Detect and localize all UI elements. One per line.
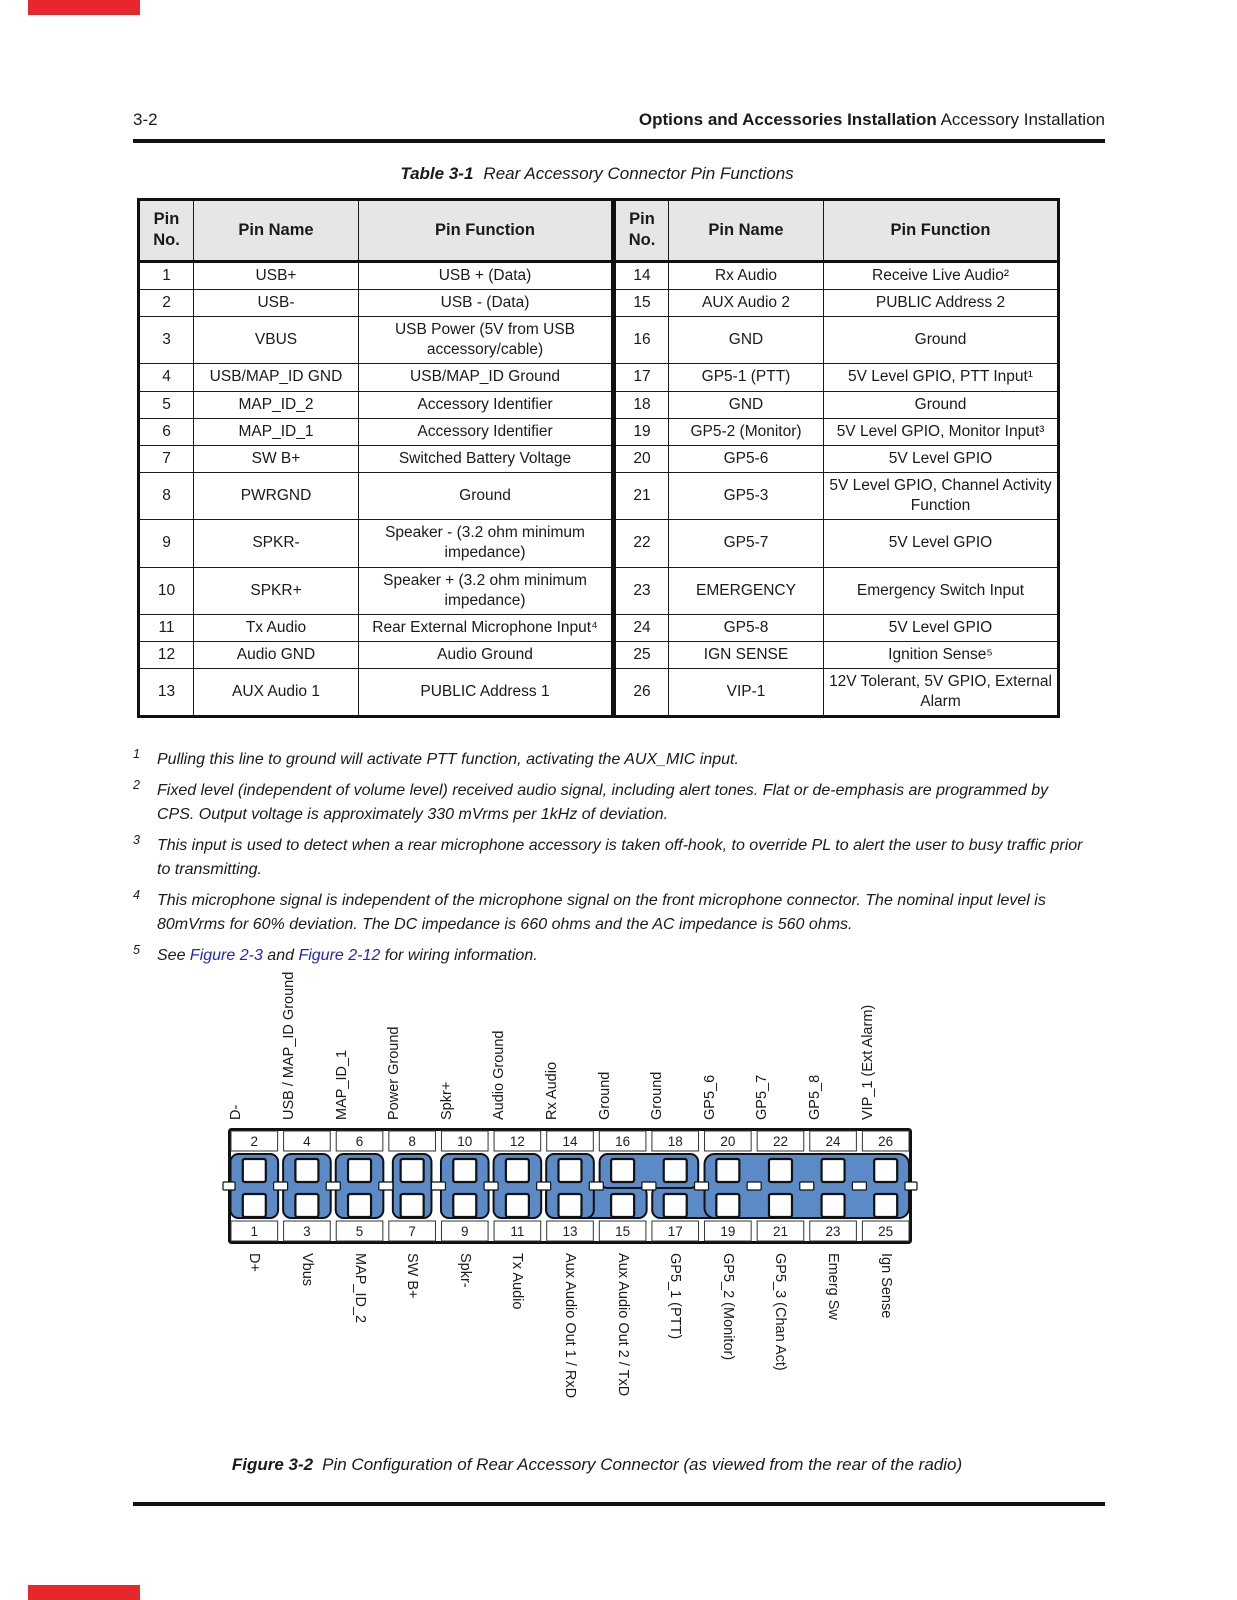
pin-no-cell: 6 [139,418,194,445]
figure-caption-label: Figure 3-2 [231,1455,314,1474]
pin-function-cell: Ground [824,391,1059,418]
pin-hole [243,1194,266,1217]
table-header-cell: Pin Function [359,200,614,262]
bottom-rule [133,1502,1105,1506]
pin-top-label: Rx Audio [544,1061,560,1120]
pin-number-top: 18 [667,1134,683,1149]
running-header-bold: Options and Accessories Installation [638,110,937,129]
pin-no-cell: 4 [139,364,194,391]
pin-function-cell: Ground [359,473,614,520]
notch-tab [326,1182,340,1190]
pin-bottom-label: Vbus [298,1253,315,1287]
notch-tab [274,1182,288,1190]
pin-hole [401,1194,424,1217]
pin-name-cell: AUX Audio 2 [669,290,824,317]
pin-name-cell: USB- [194,290,359,317]
pin-function-cell: Ignition Sense⁵ [824,641,1059,668]
table-header-cell: Pin Name [669,200,824,262]
pin-hole [506,1159,529,1182]
pin-top-label: GP5_6 [701,1074,718,1120]
pin-name-cell: MAP_ID_2 [194,391,359,418]
pin-function-cell: Rear External Microphone Input⁴ [359,614,614,641]
pin-number-bottom: 9 [461,1224,469,1239]
notch-tab [695,1182,709,1190]
pin-name-cell: PWRGND [194,473,359,520]
pin-top-label: Spkr+ [438,1081,455,1120]
pin-function-cell: USB + (Data) [359,261,614,289]
notch-tab [537,1182,551,1190]
pin-function-cell: Switched Battery Voltage [359,445,614,472]
pin-name-cell: USB/MAP_ID GND [194,364,359,391]
pin-bottom-label: SW B+ [404,1253,421,1299]
footnote-marker: 2 [133,778,140,792]
pin-hole [769,1194,792,1217]
table-row [139,641,1059,668]
notch-tab [852,1182,866,1190]
notch-tab [484,1182,498,1190]
pin-function-cell: USB Power (5V from USB accessory/cable) [359,317,614,364]
notch-tab [223,1182,235,1190]
table-row [139,391,1059,418]
pin-no-cell: 23 [614,567,669,614]
pin-function-cell: Accessory Identifier [359,418,614,445]
pin-hole [243,1159,266,1182]
pin-function-cell: Ground [824,317,1059,364]
pin-function-cell: USB/MAP_ID Ground [359,364,614,391]
pin-number-top: 6 [355,1134,364,1149]
pin-number-top: 24 [825,1134,841,1149]
pin-name-cell: USB+ [194,261,359,289]
pin-top-label: GP5_7 [754,1074,771,1120]
pin-no-cell: 19 [614,418,669,445]
footnote [133,834,1085,882]
pin-top-label: D- [228,1104,245,1120]
footnote [133,889,1085,937]
pin-top-label: USB / MAP_ID Ground [280,971,297,1120]
pin-function-cell: Accessory Identifier [359,391,614,418]
table-row [139,364,1059,391]
page-number: 3-2 [133,110,158,129]
pin-hole [769,1159,792,1182]
pin-number-bottom: 1 [250,1224,259,1239]
pin-name-cell: GND [669,391,824,418]
figure-caption [137,1455,1057,1475]
running-header-regular: Accessory Installation [936,110,1105,129]
table-header-cell: Pin No. [139,200,194,262]
pin-bottom-label: Emerg Sw [825,1253,842,1320]
pin-hole [822,1194,845,1217]
table-row [139,567,1059,614]
notch-tab [747,1182,761,1190]
table-title [137,164,1057,184]
table-row [139,418,1059,445]
footnote-marker: 1 [133,747,140,761]
pin-bottom-label: Ign Sense [877,1253,894,1319]
pin-top-label: Power Ground [386,1026,403,1120]
pin-hole [611,1159,634,1182]
pin-no-cell: 14 [614,261,669,289]
pin-function-cell: 5V Level GPIO, PTT Input¹ [824,364,1059,391]
footnote [133,779,1085,827]
connector-diagram [228,1128,912,1244]
pin-bottom-label: Spkr- [456,1253,473,1288]
pin-function-table [137,198,1060,718]
pin-hole [664,1194,687,1217]
pin-function-cell: Audio Ground [359,641,614,668]
pin-no-cell: 21 [614,473,669,520]
pin-bottom-label: D+ [246,1253,263,1272]
pin-hole [348,1159,371,1182]
table-row [139,317,1059,364]
pin-name-cell: SW B+ [194,445,359,472]
pin-number-top: 16 [615,1134,631,1149]
pin-top-label: Ground [649,1071,666,1120]
pin-name-cell: GP5-1 (PTT) [669,364,824,391]
pin-hole [611,1194,634,1217]
pin-hole [874,1159,897,1182]
pin-number-top: 4 [303,1134,311,1149]
pin-name-cell: EMERGENCY [669,567,824,614]
page-header [133,110,1105,130]
pin-hole [506,1194,529,1217]
pin-hole [295,1194,318,1217]
pin-number-bottom: 23 [825,1224,841,1239]
pin-name-cell: AUX Audio 1 [194,669,359,717]
footnote [133,944,1085,968]
pin-name-cell: VBUS [194,317,359,364]
table-header-cell: Pin No. [614,200,669,262]
pin-number-top: 22 [772,1134,788,1149]
table-row [139,669,1059,717]
pin-no-cell: 8 [139,473,194,520]
pin-no-cell: 10 [139,567,194,614]
pin-number-top: 10 [457,1134,473,1149]
pin-function-cell: 5V Level GPIO, Channel Activity Function [824,473,1059,520]
pin-function-cell: PUBLIC Address 1 [359,669,614,717]
notch-tab [905,1182,917,1190]
pin-hole [401,1159,424,1182]
pin-name-cell: MAP_ID_1 [194,418,359,445]
pin-name-cell: SPKR+ [194,567,359,614]
pin-no-cell: 17 [614,364,669,391]
pin-function-cell: 5V Level GPIO [824,520,1059,567]
pin-hole [664,1159,687,1182]
figure-2-12-link[interactable]: Figure 2-12 [298,947,381,964]
pin-function-cell: USB - (Data) [359,290,614,317]
pin-top-label: Ground [596,1071,613,1120]
pin-no-cell: 3 [139,317,194,364]
pin-name-cell: IGN SENSE [669,641,824,668]
pin-hole [348,1194,371,1217]
footnote [133,748,1085,772]
pin-no-cell: 12 [139,641,194,668]
pin-no-cell: 1 [139,261,194,289]
pin-top-label: GP5_8 [807,1074,824,1120]
footnotes [133,748,1085,975]
pin-hole [559,1159,582,1182]
pin-no-cell: 18 [614,391,669,418]
table-row [139,614,1059,641]
pin-bottom-label: GP5_3 (Chan Act) [772,1253,789,1371]
pin-function-cell: 12V Tolerant, 5V GPIO, External Alarm [824,669,1059,717]
pin-name-cell: SPKR- [194,520,359,567]
pin-bottom-label: Aux Audio Out 2 / TxD [614,1253,631,1397]
footnote-marker: 4 [133,888,140,902]
figure-caption-text: Pin Configuration of Rear Accessory Connector (as viewed from the rear of the radio) [322,1455,963,1474]
pin-hole [453,1194,476,1217]
pin-bottom-label: Aux Audio Out 1 / RxD [562,1253,578,1399]
table-row [139,290,1059,317]
pin-no-cell: 16 [614,317,669,364]
pin-name-cell: GP5-7 [669,520,824,567]
notch-tab [379,1182,393,1190]
pin-top-label: Audio Ground [491,1030,508,1120]
figure-2-3-link[interactable]: Figure 2-3 [189,947,263,964]
pin-function-cell: 5V Level GPIO, Monitor Input³ [824,418,1059,445]
notch-tab [431,1182,445,1190]
pin-hole [295,1159,318,1182]
pin-number-top: 14 [562,1134,578,1149]
footnote-text-part: and [262,947,299,964]
footnote-text: Pulling this line to ground will activate PTT function, activating the AUX_MIC input. [157,751,739,768]
pin-no-cell: 22 [614,520,669,567]
table-title-label: Table 3-1 [400,164,474,183]
pin-function-cell: Speaker + (3.2 ohm minimum impedance) [359,567,614,614]
pin-number-top: 26 [878,1134,894,1149]
footnote-marker: 5 [133,943,140,957]
pin-number-bottom: 13 [562,1224,578,1239]
table-row [139,445,1059,472]
pin-name-cell: GP5-3 [669,473,824,520]
header-rule [133,139,1105,143]
pin-name-cell: GP5-6 [669,445,824,472]
notch-tab [800,1182,814,1190]
pin-hole [559,1194,582,1217]
table-title-text: Rear Accessory Connector Pin Functions [483,164,794,183]
pin-no-cell: 20 [614,445,669,472]
pin-name-cell: GP5-2 (Monitor) [669,418,824,445]
pin-top-label: MAP_ID_1 [333,1049,350,1120]
pin-number-top: 2 [250,1134,259,1149]
pin-function-cell: 5V Level GPIO [824,445,1059,472]
pin-number-top: 12 [509,1134,525,1149]
table-row [139,520,1059,567]
pin-no-cell: 24 [614,614,669,641]
footnote-marker: 3 [133,833,140,847]
notch-tab [589,1182,603,1190]
table-row [139,473,1059,520]
footnote-text: This input is used to detect when a rear microphone accessory is taken off-hook, to override PL to alert the user to busy traffic prior to transmitting. [157,837,1083,878]
pin-number-bottom: 5 [355,1224,364,1239]
pin-number-bottom: 7 [408,1224,416,1239]
footnote-text: This microphone signal is independent of the microphone signal on the front microphone connector. The nominal input level is 80mVrms for 60% deviation. The DC impedance is 660 ohms and the AC impedance is 560 ohms. [157,892,1046,933]
pin-function-cell: Receive Live Audio² [824,261,1059,289]
pin-function-cell: Emergency Switch Input [824,567,1059,614]
pin-hole [716,1159,739,1182]
pin-name-cell: GP5-8 [669,614,824,641]
footnote-text [157,944,1085,968]
table-body [139,261,1059,717]
pin-top-label: VIP_1 (Ext Alarm) [859,1004,876,1120]
pin-number-bottom: 15 [615,1224,631,1239]
pin-number-bottom: 19 [720,1224,736,1239]
pin-number-bottom: 3 [303,1224,311,1239]
pin-number-top: 8 [408,1134,416,1149]
notch-tab [642,1182,656,1190]
pin-name-cell: VIP-1 [669,669,824,717]
pin-bottom-label: MAP_ID_2 [351,1253,368,1324]
footnote-text-part: See [157,947,190,964]
pin-no-cell: 5 [139,391,194,418]
pin-bottom-label: Tx Audio [509,1253,526,1310]
pin-hole [453,1159,476,1182]
pin-hole [822,1159,845,1182]
table-header-row [139,200,1059,262]
pin-number-top: 20 [720,1134,736,1149]
pin-function-cell: 5V Level GPIO [824,614,1059,641]
pin-function-cell: Speaker - (3.2 ohm minimum impedance) [359,520,614,567]
pin-number-bottom: 17 [667,1224,683,1239]
table-header-cell: Pin Name [194,200,359,262]
red-bar-bottom [28,1585,140,1600]
pin-no-cell: 11 [139,614,194,641]
pin-name-cell: Rx Audio [669,261,824,289]
pin-name-cell: GND [669,317,824,364]
pin-name-cell: Tx Audio [194,614,359,641]
pin-number-bottom: 21 [772,1224,788,1239]
pin-no-cell: 9 [139,520,194,567]
table-header-cell: Pin Function [824,200,1059,262]
pin-no-cell: 7 [139,445,194,472]
pin-no-cell: 26 [614,669,669,717]
pin-no-cell: 2 [139,290,194,317]
pin-no-cell: 15 [614,290,669,317]
pin-hole [716,1194,739,1217]
pin-number-bottom: 11 [510,1224,525,1239]
pin-no-cell: 13 [139,669,194,717]
pin-bottom-label: GP5_1 (PTT) [667,1253,684,1340]
running-header [639,110,1105,130]
red-bar-top [28,0,140,15]
pin-hole [874,1194,897,1217]
pin-no-cell: 25 [614,641,669,668]
table-row [139,261,1059,289]
pin-function-cell: PUBLIC Address 2 [824,290,1059,317]
footnote-text: Fixed level (independent of volume level) received audio signal, including alert tones. Flat or de-emphasis are programmed by CPS. Output voltage is approximately 330 mVrms per 1kHz of deviation. [157,782,1049,823]
footnote-text-part: for wiring information. [380,947,538,964]
pin-name-cell: Audio GND [194,641,359,668]
pin-number-bottom: 25 [878,1224,894,1239]
pin-bottom-label: GP5_2 (Monitor) [719,1253,736,1361]
